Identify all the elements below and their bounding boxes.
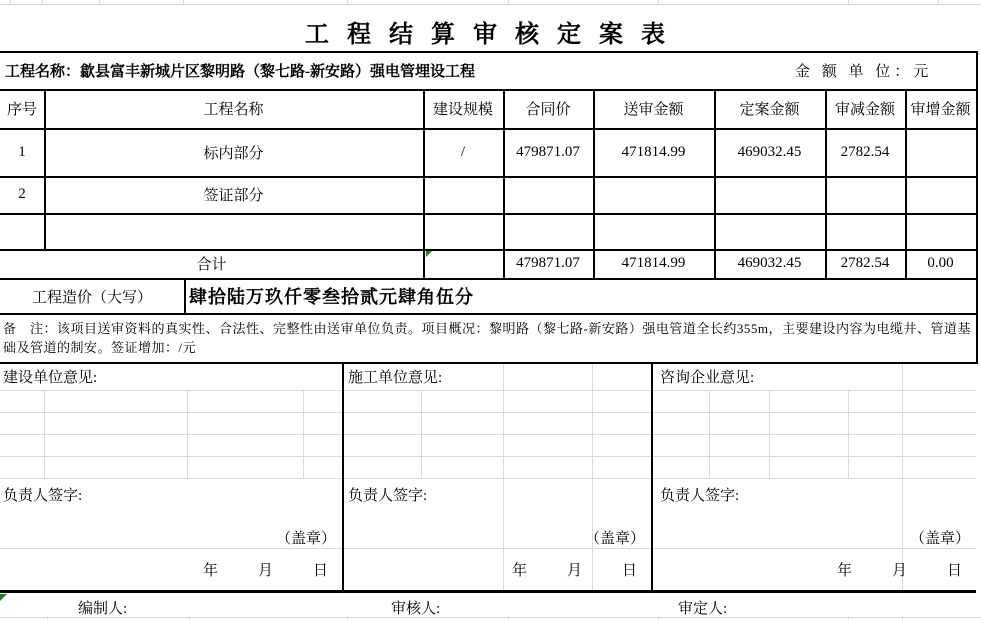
body-cell[interactable]: 469032.45 [737,143,802,160]
table-border [651,362,653,593]
opinion-label: 施工单位意见: [348,370,443,386]
grid-line [902,362,903,590]
date-part[interactable]: 日 [312,563,328,579]
remark-note: 备 注：该项目送审资料的真实性、合法性、完整性由送审单位负责。项目概况：黎明路（黎七路-新安路）强电管道全长约355m，主要建设内容为电缆井、管道基础及管道的制安。签证增加：/元 [3,321,971,355]
table-border [342,362,344,593]
body-cell[interactable]: 471814.99 [621,143,686,160]
body-cell[interactable] [825,176,905,213]
body-cell[interactable] [905,176,976,213]
total-cell[interactable]: 479871.07 [516,255,580,271]
stamp-label: （盖章） [909,531,970,547]
header-cell: 合同价 [525,102,571,118]
body-cell[interactable] [714,213,825,249]
body-cell[interactable]: 2 [18,186,26,202]
cost-in-words-value[interactable]: 肆拾陆万玖仟零叁拾贰元肆角伍分 [189,287,474,307]
table-border [184,278,186,315]
body-cell[interactable] [593,176,714,213]
body-cell[interactable]: 479871.07 [516,143,580,160]
grid-line [0,434,976,435]
stamp-label: （盖章） [275,531,336,547]
date-part[interactable]: 日 [946,563,962,579]
grid-line [848,0,849,4]
header-cell: 审减金额 [834,102,895,118]
signer-label: 负责人签字: [660,488,740,504]
total-cell[interactable]: 471814.99 [621,255,686,271]
grid-line [42,0,43,4]
total-cell[interactable]: 0.00 [927,255,954,271]
grid-line [0,4,981,5]
opinion-label: 建设单位意见: [3,370,98,386]
header-cell: 送审金额 [623,102,684,118]
date-part[interactable]: 年 [511,563,527,579]
grid-line [508,0,509,4]
grid-line [187,390,188,478]
grid-line [848,390,849,478]
total-cell[interactable]: 469032.45 [737,255,802,271]
grid-line [347,0,348,4]
date-fields[interactable] [837,559,962,580]
body-cell[interactable] [423,213,503,249]
body-cell[interactable] [503,176,593,213]
table-border [0,313,976,315]
comment-indicator[interactable] [0,594,7,601]
body-cell[interactable] [593,213,714,249]
footer-approver: 审定人: [678,601,728,617]
stamp-label: （盖章） [584,531,645,547]
grid-line [769,390,770,478]
body-cell[interactable] [503,213,593,249]
body-cell[interactable] [905,128,976,176]
footer-reviewer: 审核人: [391,601,441,617]
table-border [0,590,976,593]
date-fields[interactable] [203,559,328,580]
body-cell[interactable]: 签证部分 [203,188,264,204]
header-cell: 定案金额 [739,102,800,118]
date-part[interactable]: 年 [836,563,852,579]
grid-line [99,0,100,4]
table-border [976,51,978,364]
grid-line [938,0,939,4]
body-cell[interactable] [0,213,44,249]
body-cell[interactable] [905,213,976,249]
grid-line [709,390,710,478]
opinion-label: 咨询企业意见: [660,370,755,386]
grid-line [658,0,659,4]
signer-label: 负责人签字: [348,488,428,504]
grid-line [0,456,976,457]
amount-unit-label: 金 额 单 位：元 [795,63,933,80]
header-cell: 序号 [6,102,37,118]
total-cell[interactable]: 2782.54 [840,255,890,271]
date-part[interactable]: 月 [891,563,907,579]
grid-line [0,390,976,391]
signer-label: 负责人签字: [3,488,83,504]
cost-in-words-label: 工程造价（大写） [31,290,152,306]
date-part[interactable]: 月 [566,563,582,579]
project-name-line: 工程名称：歙县富丰新城片区黎明路（黎七路-新安路）强电管埋设工程 [5,63,475,80]
grid-line [303,390,304,478]
body-cell[interactable] [825,213,905,249]
body-cell[interactable] [423,176,503,213]
body-cell[interactable] [44,213,423,249]
date-part[interactable]: 月 [257,563,273,579]
page-title: 工 程 结 算 审 核 定 案 表 [305,21,671,48]
header-cell: 审增金额 [910,102,971,118]
total-label: 合计 [196,257,227,273]
body-cell[interactable]: 2782.54 [840,143,890,160]
grid-line [421,390,422,478]
date-part[interactable]: 日 [621,563,637,579]
header-cell: 工程名称 [203,102,264,118]
table-border [0,51,976,53]
header-cell: 建设规模 [432,102,493,118]
grid-line [503,362,504,590]
date-fields[interactable] [512,559,637,580]
table-border [0,278,976,280]
grid-line [592,362,593,590]
date-part[interactable]: 年 [202,563,218,579]
body-cell[interactable]: / [460,143,466,160]
body-cell[interactable]: 1 [18,143,26,160]
grid-line [10,0,11,4]
body-cell[interactable] [714,176,825,213]
grid-line [0,412,976,413]
total-cell[interactable] [423,249,503,278]
footer-preparer: 编制人: [78,601,128,617]
grid-line [183,0,184,4]
grid-line [44,390,45,478]
grid-line [0,617,981,618]
table-border [0,362,976,364]
body-cell[interactable]: 标内部分 [203,145,264,162]
grid-line [0,478,976,479]
grid-line [0,548,976,549]
